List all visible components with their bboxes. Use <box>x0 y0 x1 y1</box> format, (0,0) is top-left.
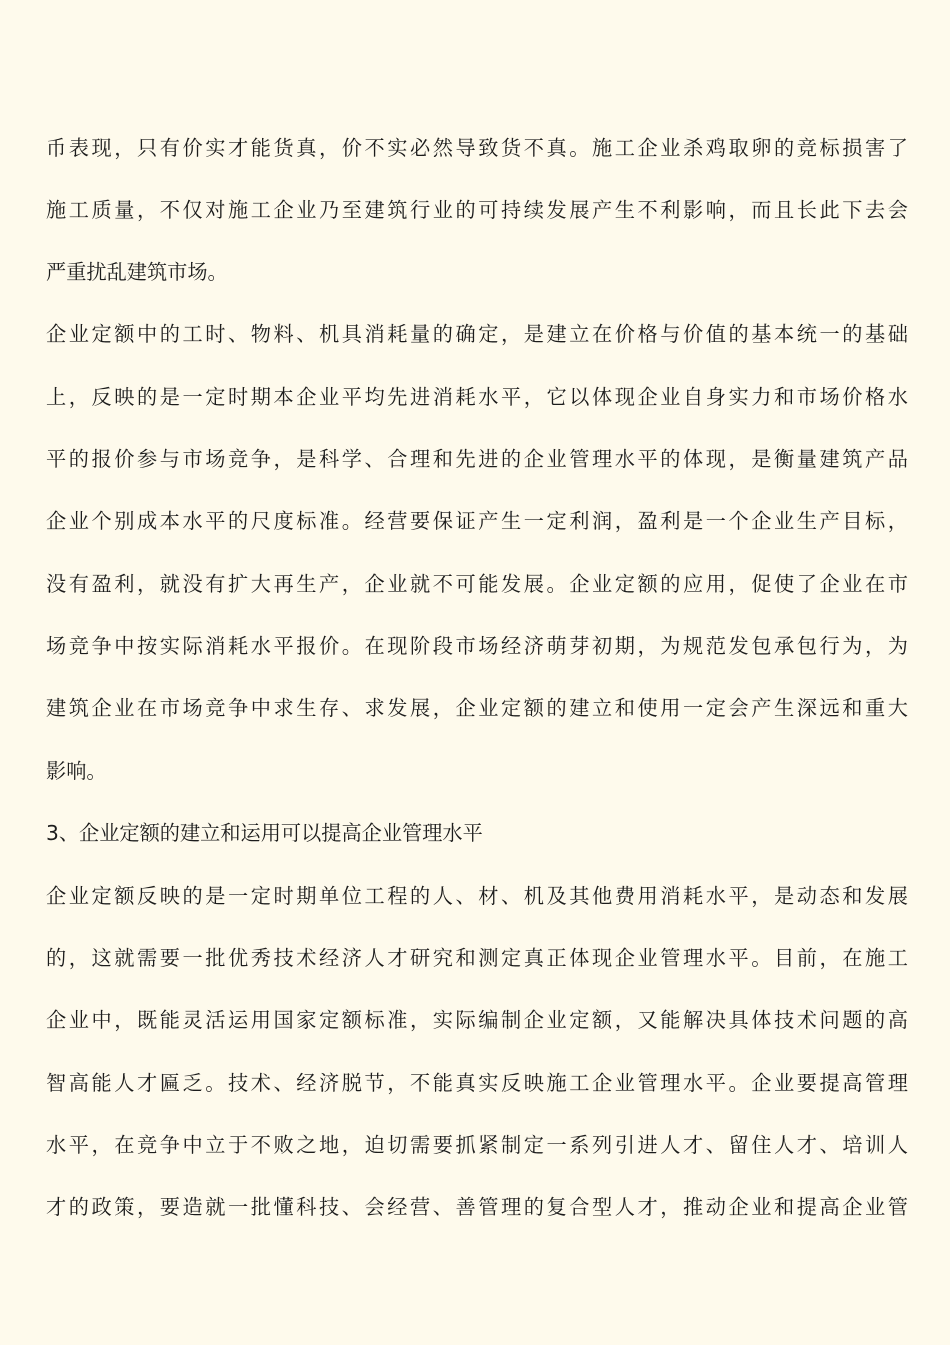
text-line: 没有盈利，就没有扩大再生产，企业就不可能发展。企业定额的应用，促使了企业在市 <box>46 572 908 596</box>
text-line: 建筑企业在市场竞争中求生存、求发展，企业定额的建立和使用一定会产生深远和重大 <box>46 696 908 720</box>
text-line: 企业定额反映的是一定时期单位工程的人、材、机及其他费用消耗水平，是动态和发展 <box>46 884 908 908</box>
text-line: 币表现，只有价实才能货真，价不实必然导致货不真。施工企业杀鸡取卵的竞标损害了 <box>46 136 908 160</box>
text-line: 企业个别成本水平的尺度标准。经营要保证产生一定利润，盈利是一个企业生产目标， <box>46 509 908 533</box>
text-line: 的，这就需要一批优秀技术经济人才研究和测定真正体现企业管理水平。目前，在施工 <box>46 946 908 970</box>
text-line: 上，反映的是一定时期本企业平均先进消耗水平，它以体现企业自身实力和市场价格水 <box>46 385 908 409</box>
text-line: 平的报价参与市场竞争，是科学、合理和先进的企业管理水平的体现，是衡量建筑产品 <box>46 447 908 471</box>
text-line: 智高能人才匾乏。技术、经济脱节，不能真实反映施工企业管理水平。企业要提高管理 <box>46 1071 908 1095</box>
text-line: 企业中，既能灵活运用国家定额标准，实际编制企业定额，又能解决具体技术问题的高 <box>46 1008 908 1032</box>
text-line: 才的政策，要造就一批懂科技、会经营、善管理的复合型人才，推动企业和提高企业管 <box>46 1195 908 1219</box>
text-line: 水平，在竞争中立于不败之地，迫切需要抓紧制定一系列引进人才、留住人才、培训人 <box>46 1133 908 1157</box>
text-line: 施工质量，不仅对施工企业乃至建筑行业的可持续发展产生不利影响，而且长此下去会 <box>46 198 908 222</box>
section-heading: 3、企业定额的建立和运用可以提高企业管理水平 <box>46 821 483 845</box>
text-line: 企业定额中的工时、物料、机具消耗量的确定，是建立在价格与价值的基本统一的基础 <box>46 322 908 346</box>
text-line: 场竞争中按实际消耗水平报价。在现阶段市场经济萌芽初期，为规范发包承包行为，为 <box>46 634 908 658</box>
text-line: 影响。 <box>46 759 107 783</box>
text-line: 严重扰乱建筑市场。 <box>46 260 228 284</box>
